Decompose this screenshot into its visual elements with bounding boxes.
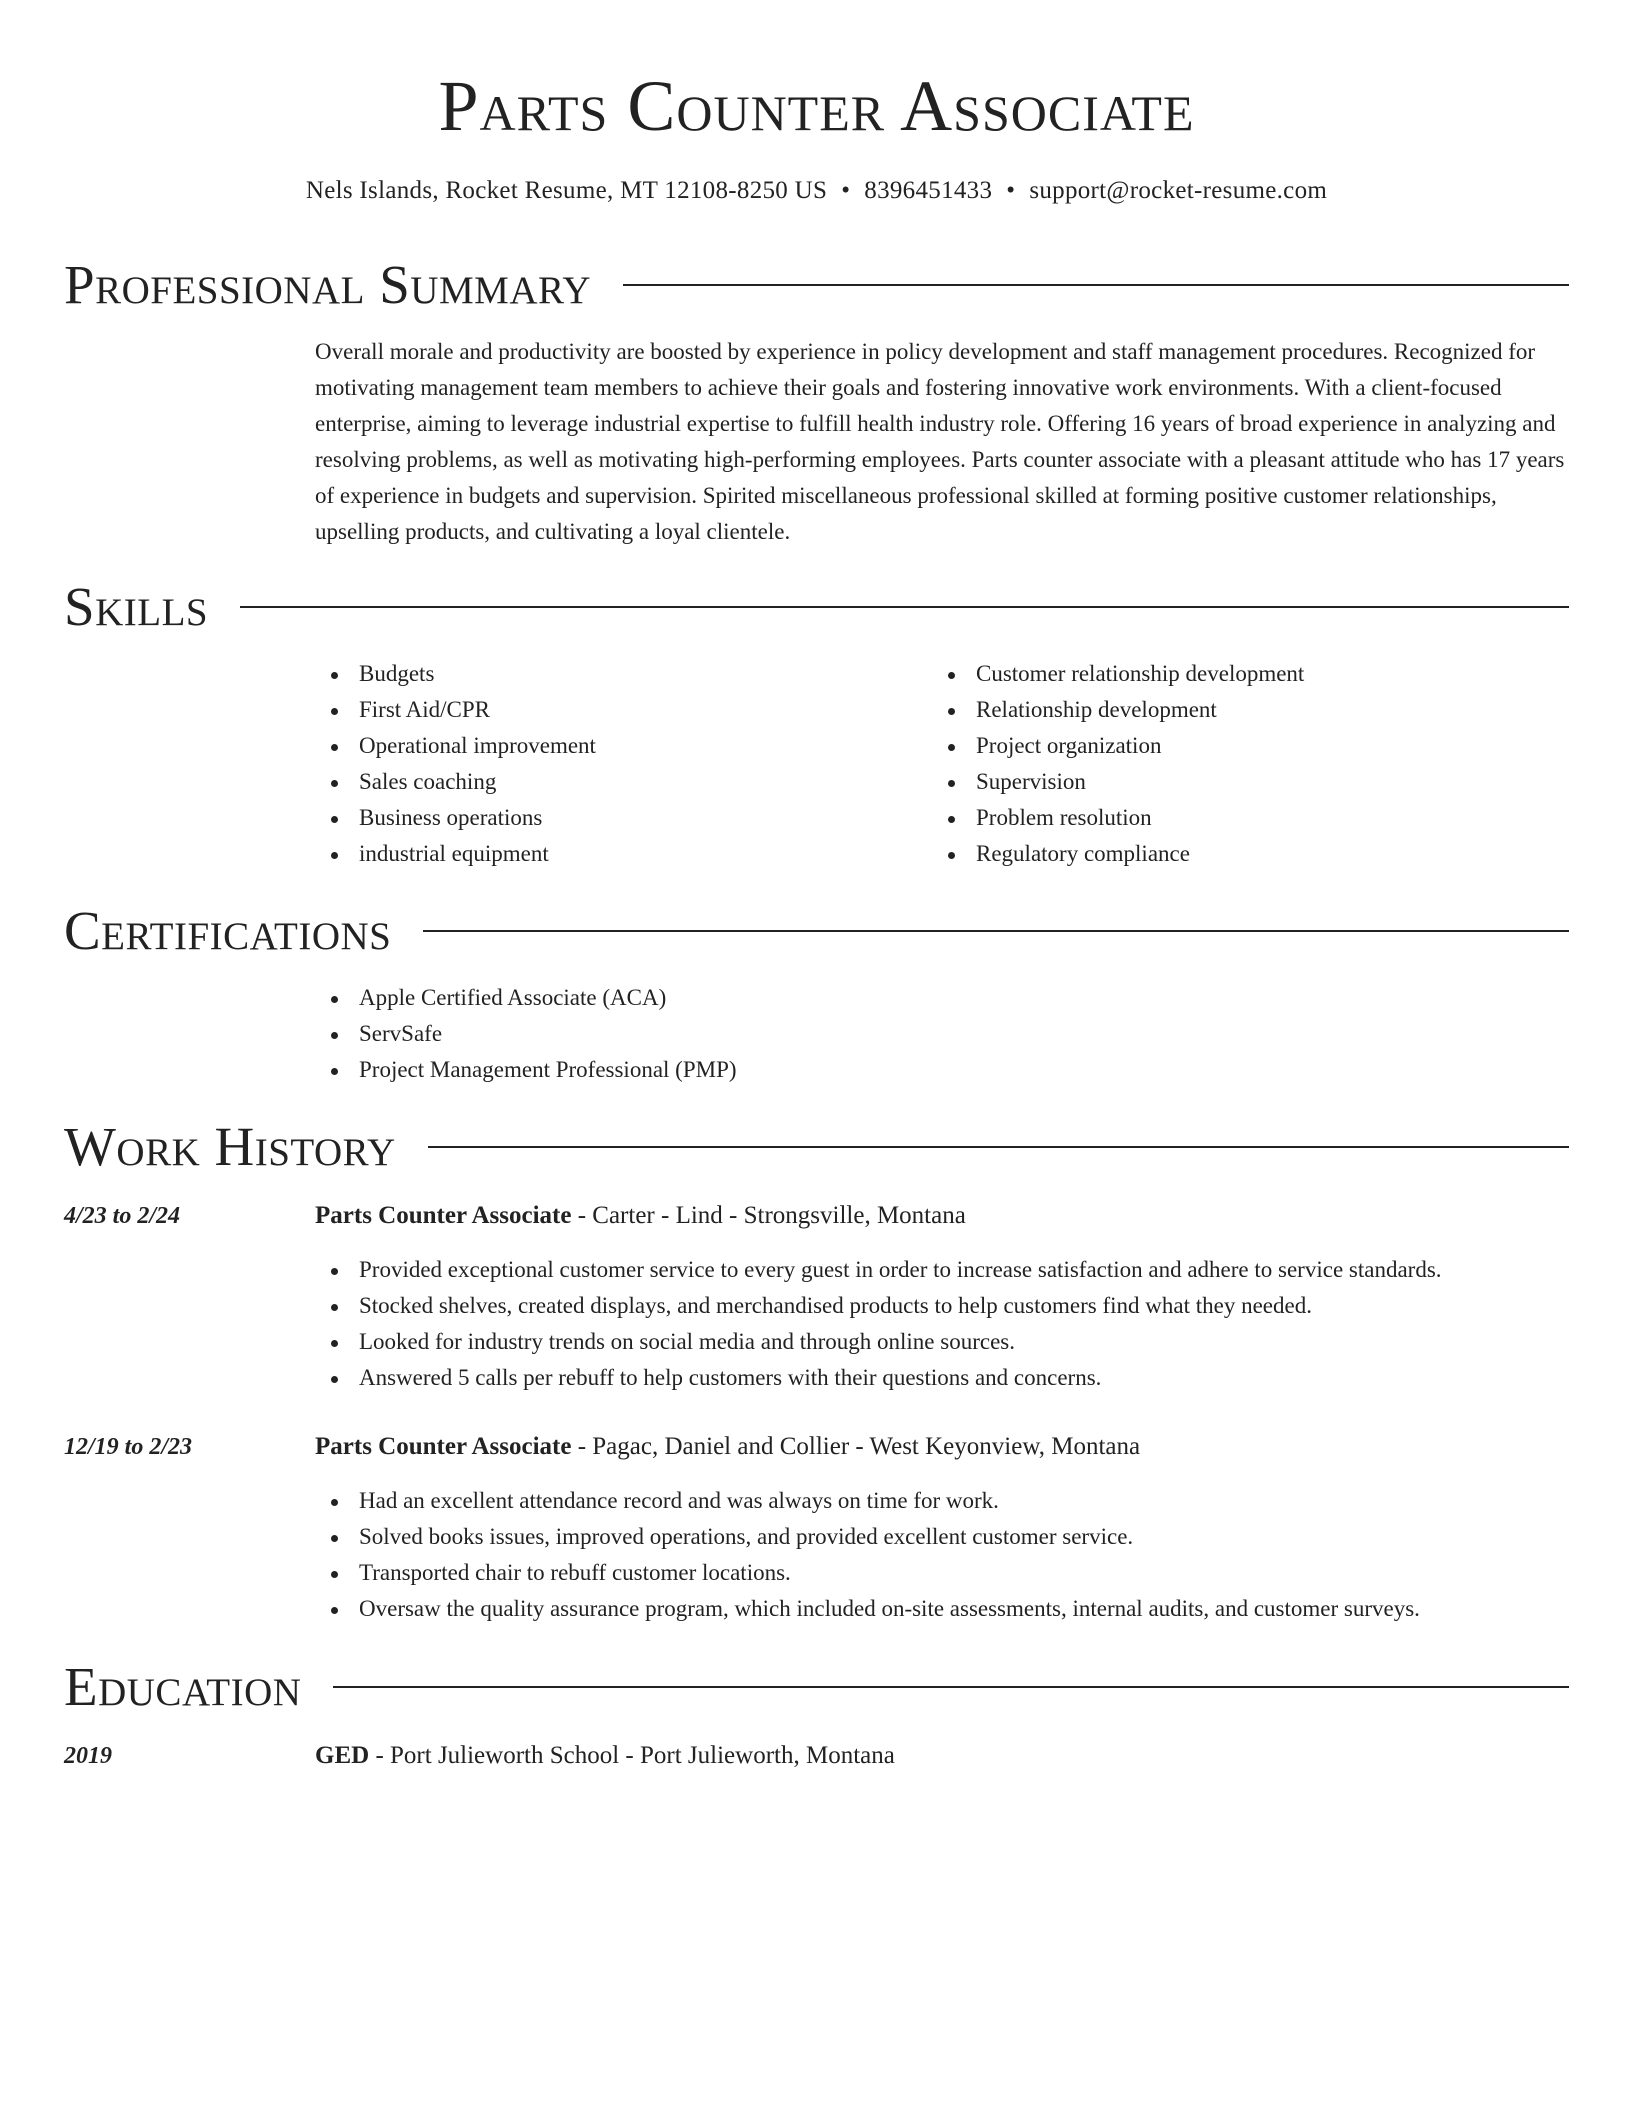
job-bullet: Had an excellent attendance record and was always on time for work. <box>315 1483 1569 1519</box>
contact-line <box>64 174 1569 208</box>
contact-separator: • <box>1006 177 1016 204</box>
job-bullet: Answered 5 calls per rebuff to help customers with their questions and concerns. <box>315 1360 1569 1396</box>
contact-address: Nels Islands, Rocket Resume, MT 12108-8250 US <box>305 177 828 204</box>
job-dates: 4/23 to 2/24 <box>64 1203 181 1229</box>
education-details: - Port Julieworth School - Port Julieworth, Montana <box>369 1742 895 1769</box>
contact-separator: • <box>841 177 851 204</box>
job-bullets <box>315 1252 1569 1396</box>
job-title: Parts Counter Associate <box>315 1202 572 1229</box>
skills-title: Skills <box>64 576 209 637</box>
contact-phone: 8396451433 <box>864 177 993 204</box>
certification-item: Project Management Professional (PMP) <box>315 1052 1569 1088</box>
education-heading <box>315 1738 895 1774</box>
section-divider <box>423 930 1569 932</box>
summary-block <box>315 334 1569 550</box>
job-heading <box>315 1198 966 1234</box>
summary-text: Overall morale and productivity are boosted by experience in policy development and staff management procedures. Recognized for motivating management team members to achieve their goals and fostering innovative work environments. With a client-focused enterprise, aiming to leverage industrial expertise to fulfill health industry role. Offering 16 years of broad experience in analyzing and resolving problems, as well as motivating high-performing employees. Parts counter associate with a pleasant attitude who has 17 years of experience in budgets and supervision. Spirited miscellaneous professional skilled at forming positive customer relationships, upselling products, and cultivating a loyal clientele. <box>315 339 1565 544</box>
education-year: 2019 <box>64 1743 112 1769</box>
skills-right-column <box>932 656 1549 872</box>
skill-item: Business operations <box>315 800 932 836</box>
summary-title: Professional Summary <box>64 254 592 315</box>
skills-left-column <box>315 656 932 872</box>
section-divider <box>333 1686 1569 1688</box>
certifications-section-heading <box>64 896 1569 966</box>
job-heading <box>315 1429 1140 1465</box>
contact-email[interactable]: support@rocket-resume.com <box>1029 177 1328 204</box>
certifications-list <box>315 980 1569 1088</box>
skill-item: First Aid/CPR <box>315 692 932 728</box>
job-details: - Pagac, Daniel and Collier - West Keyonview, Montana <box>571 1433 1141 1460</box>
job-bullets-block <box>315 1483 1569 1627</box>
job-bullet: Solved books issues, improved operations, and provided excellent customer service. <box>315 1519 1569 1555</box>
skill-item: Budgets <box>315 656 932 692</box>
job-bullets-block <box>315 1252 1569 1396</box>
job-bullet: Oversaw the quality assurance program, which included on-site assessments, internal audits, and customer surveys. <box>315 1591 1569 1627</box>
skill-item: Customer relationship development <box>932 656 1549 692</box>
section-divider <box>623 284 1569 286</box>
skill-item: Problem resolution <box>932 800 1549 836</box>
skill-item: Operational improvement <box>315 728 932 764</box>
skill-item: Sales coaching <box>315 764 932 800</box>
job-bullet: Stocked shelves, created displays, and merchandised products to help customers find what they needed. <box>315 1288 1569 1324</box>
education-title: Education <box>64 1656 302 1717</box>
job-details: - Carter - Lind - Strongsville, Montana <box>571 1202 966 1229</box>
skill-item: industrial equipment <box>315 836 932 872</box>
skills-block <box>315 656 1569 872</box>
job-title: Parts Counter Associate <box>315 1433 572 1460</box>
summary-section-heading <box>64 250 1569 320</box>
certifications-title: Certifications <box>64 900 392 961</box>
skill-item: Relationship development <box>932 692 1549 728</box>
section-divider <box>428 1146 1569 1148</box>
section-divider <box>240 606 1569 608</box>
job-bullet: Looked for industry trends on social media and through online sources. <box>315 1324 1569 1360</box>
certification-item: Apple Certified Associate (ACA) <box>315 980 1569 1016</box>
skill-item: Supervision <box>932 764 1549 800</box>
resume-name: Parts Counter Associate <box>438 66 1195 146</box>
job-bullet: Transported chair to rebuff customer locations. <box>315 1555 1569 1591</box>
job-bullet: Provided exceptional customer service to every guest in order to increase satisfaction and adhere to service standards. <box>315 1252 1569 1288</box>
certifications-block <box>315 980 1569 1088</box>
skill-item: Project organization <box>932 728 1549 764</box>
education-degree: GED <box>315 1742 370 1769</box>
job-dates: 12/19 to 2/23 <box>64 1434 193 1460</box>
work-title: Work History <box>64 1116 396 1177</box>
work-section-heading <box>64 1112 1569 1182</box>
skill-item: Regulatory compliance <box>932 836 1549 872</box>
job-bullets <box>315 1483 1569 1627</box>
certification-item: ServSafe <box>315 1016 1569 1052</box>
skills-section-heading <box>64 572 1569 642</box>
education-section-heading <box>64 1652 1569 1722</box>
